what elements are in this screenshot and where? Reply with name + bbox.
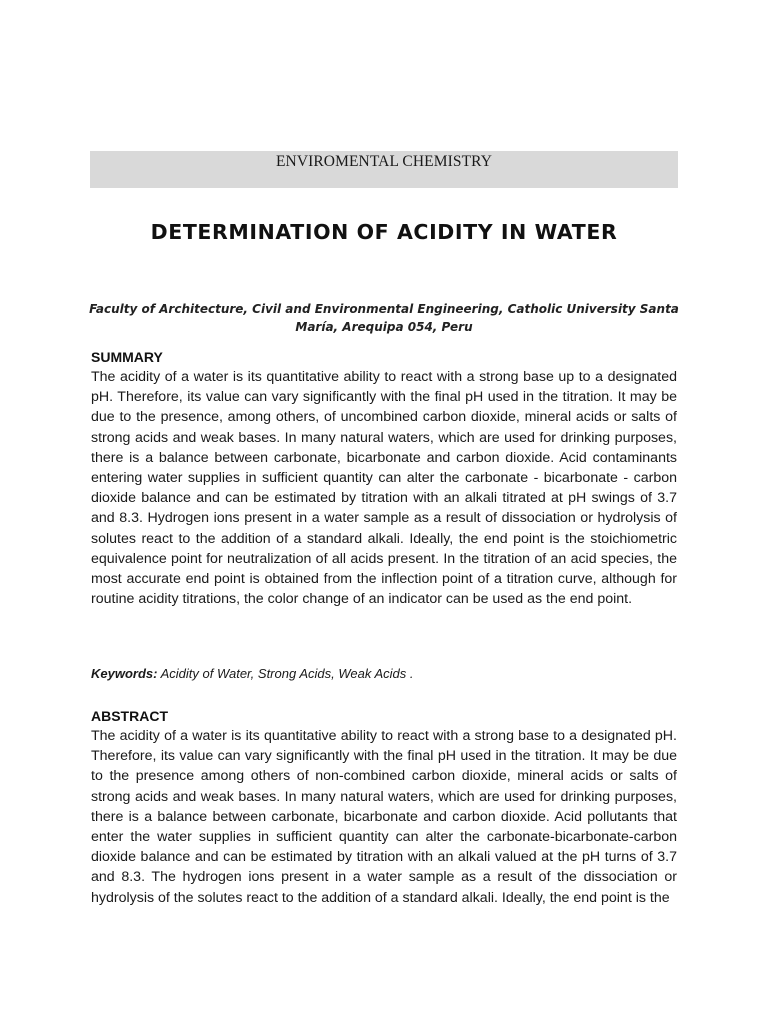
author-affiliation: Faculty of Architecture, Civil and Environmental Engineering, Catholic University Santa María, Arequipa 054, Peru [89, 302, 679, 334]
summary-paragraph: The acidity of a water is its quantitative ability to react with a strong base up to a designated pH. Therefore, its value can vary significantly with the final pH used in the titration. It may be due to the presence, among others, of uncombined carbon dioxide, mineral acids or salts of strong acids and weak bases. In many natural waters, which are used for drinking purposes, there is a balance between carbonate, bicarbonate and carbon dioxide. Acid contaminants entering water supplies in sufficient quantity can alter the carbonate - bicarbonate - carbon dioxide balance and can be estimated by titration with an alkali titrated at pH swings of 3.7 and 8.3. Hydrogen ions present in a water sample as a result of dissociation or hydrolysis of solutes react to the addition of a standard alkali. Ideally, the end point is the stoichiometric equivalence point for neutralization of all acids present. In the titration of an acid species, the most accurate end point is obtained from the inflection point of a titration curve, although for routine acidity titrations, the color change of an indicator can be used as the end point. [91, 369, 677, 608]
course-header-band [90, 151, 678, 188]
abstract-heading: ABSTRACT [91, 708, 168, 724]
paper-title: DETERMINATION OF ACIDITY IN WATER [150, 220, 618, 244]
keywords-label: Keywords: [91, 666, 158, 681]
abstract-paragraph: The acidity of a water is its quantitative ability to react with a strong base to a designated pH. Therefore, its value can vary significantly with the final pH used in the titration. It may be due to the presence among others of non-combined carbon dioxide, mineral acids or salts of strong acids and weak bases. In many natural waters, which are used for drinking purposes, there is a balance between carbonate, bicarbonate and carbon dioxide. Acid pollutants that enter the water supplies in sufficient quantity can alter the carbonate-bicarbonate-carbon dioxide balance and can be estimated by titration with an alkali valued at the pH turns of 3.7 and 8.3. The hydrogen ions present in a water sample as a result of the dissociation or hydrolysis of the solutes react to the addition of a standard alkali. Ideally, the end point is the [91, 728, 677, 906]
course-header-title: ENVIROMENTAL CHEMISTRY [275, 153, 493, 170]
keywords-list: Acidity of Water, Strong Acids, Weak Acids . [157, 666, 414, 681]
summary-heading: SUMMARY [91, 349, 163, 365]
keywords-line [91, 666, 677, 681]
